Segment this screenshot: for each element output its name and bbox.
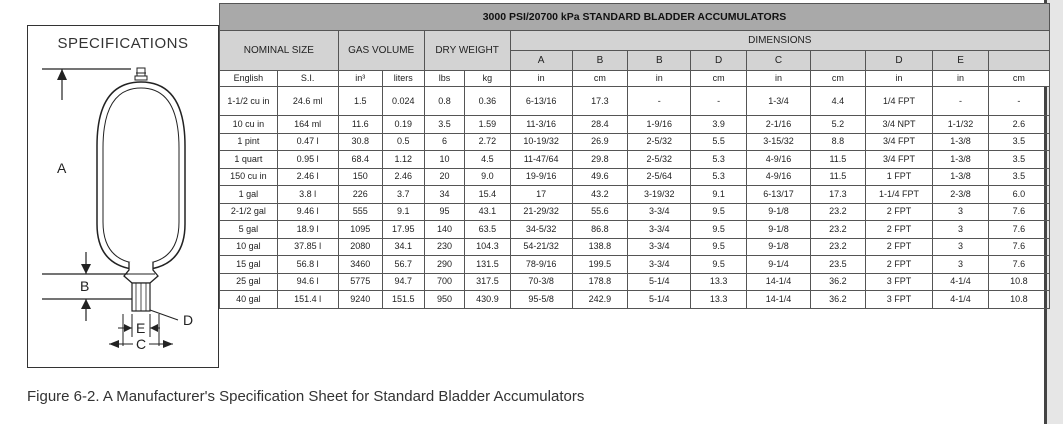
table-row [220, 238, 1050, 256]
table-row [220, 151, 1050, 169]
unit-label: in [510, 71, 572, 87]
table-cell: 230 [424, 238, 465, 256]
table-cell: 34.1 [382, 238, 424, 256]
table-cell: 78-9/16 [510, 256, 572, 274]
table-cell: 178.8 [572, 273, 627, 291]
table-cell: 5.5 [691, 133, 746, 151]
table-cell: 1-1/2 cu in [220, 87, 278, 116]
table-cell: 2080 [338, 238, 382, 256]
table-cell: 1-3/4 [746, 87, 810, 116]
table-cell: 4-1/4 [933, 273, 988, 291]
table-cell: 3.8 l [277, 186, 338, 204]
table-cell: 34-5/32 [510, 221, 572, 239]
table-cell: 14-1/4 [746, 291, 810, 309]
table-cell: 290 [424, 256, 465, 274]
table-cell: 226 [338, 186, 382, 204]
table-cell: 9-1/8 [746, 221, 810, 239]
table-cell: - [691, 87, 746, 116]
table-cell: 2 FPT [865, 221, 933, 239]
table-cell: 10 cu in [220, 116, 278, 134]
table-cell: 23.2 [811, 221, 865, 239]
table-cell: 63.5 [465, 221, 510, 239]
header-nominal-size: NOMINAL SIZE [220, 31, 339, 71]
table-cell: 18.9 l [277, 221, 338, 239]
unit-label: cm [691, 71, 746, 87]
table-cell: - [628, 87, 691, 116]
table-cell: 36.2 [811, 273, 865, 291]
dim-letter: D [691, 51, 746, 71]
table-cell: 5-1/4 [628, 273, 691, 291]
dim-letter: D [865, 51, 933, 71]
table-cell: 3-3/4 [628, 238, 691, 256]
table-cell: 10-19/32 [510, 133, 572, 151]
unit-label: in³ [338, 71, 382, 87]
table-cell: 430.9 [465, 291, 510, 309]
table-cell: 4.4 [811, 87, 865, 116]
dim-letter: C [746, 51, 810, 71]
dim-letter: B [628, 51, 691, 71]
table-cell: 2-3/8 [933, 186, 988, 204]
table-cell: 1.59 [465, 116, 510, 134]
table-cell: 151.4 l [277, 291, 338, 309]
table-cell: 1.5 [338, 87, 382, 116]
table-cell: 5.3 [691, 151, 746, 169]
table-cell: 68.4 [338, 151, 382, 169]
table-cell: 21-29/32 [510, 203, 572, 221]
table-cell: 0.5 [382, 133, 424, 151]
table-cell: 49.6 [572, 168, 627, 186]
unit-label: English [220, 71, 278, 87]
table-cell: 11.5 [811, 168, 865, 186]
table-cell: 3460 [338, 256, 382, 274]
table-cell: 2.46 l [277, 168, 338, 186]
table-cell: 1/4 FPT [865, 87, 933, 116]
table-cell: 2-5/64 [628, 168, 691, 186]
table-cell: 5 gal [220, 221, 278, 239]
dim-letter: A [510, 51, 572, 71]
table-cell: 86.8 [572, 221, 627, 239]
table-cell: 26.9 [572, 133, 627, 151]
unit-label: cm [988, 71, 1049, 87]
dim-letter: E [933, 51, 988, 71]
table-cell: 9.5 [691, 256, 746, 274]
table-cell: 3/4 FPT [865, 151, 933, 169]
table-cell: 0.024 [382, 87, 424, 116]
table-cell: 17.3 [811, 186, 865, 204]
table-cell: 150 cu in [220, 168, 278, 186]
table-cell: 1095 [338, 221, 382, 239]
table-cell: 7.6 [988, 221, 1049, 239]
dim-letter: B [572, 51, 627, 71]
label-e: E [136, 320, 146, 336]
table-cell: 17.95 [382, 221, 424, 239]
table-cell: 10.8 [988, 273, 1049, 291]
table-cell: - [933, 87, 988, 116]
table-cell: 3 [933, 256, 988, 274]
table-cell: 6-13/16 [510, 87, 572, 116]
table-cell: 7.6 [988, 256, 1049, 274]
table-cell: 2-1/16 [746, 116, 810, 134]
table-cell: 242.9 [572, 291, 627, 309]
accumulator-spec-table [219, 3, 1050, 309]
table-cell: 7.6 [988, 203, 1049, 221]
label-b: B [80, 278, 90, 294]
table-cell: 317.5 [465, 273, 510, 291]
table-cell: 1-9/16 [628, 116, 691, 134]
table-cell: 3.5 [424, 116, 465, 134]
accumulator-diagram [28, 26, 220, 369]
dim-letter [988, 51, 1049, 71]
table-cell: 23.2 [811, 238, 865, 256]
table-cell: 19-9/16 [510, 168, 572, 186]
table-cell: 1-1/32 [933, 116, 988, 134]
table-cell: 8.8 [811, 133, 865, 151]
table-cell: 2 FPT [865, 203, 933, 221]
table-cell: 15.4 [465, 186, 510, 204]
table-cell: 2-5/32 [628, 151, 691, 169]
table-cell: 3.9 [691, 116, 746, 134]
table-cell: 2 FPT [865, 238, 933, 256]
table-cell: 43.2 [572, 186, 627, 204]
table-cell: 37.85 l [277, 238, 338, 256]
table-cell: 11.6 [338, 116, 382, 134]
unit-label: in [865, 71, 933, 87]
table-cell: 43.1 [465, 203, 510, 221]
table-cell: 700 [424, 273, 465, 291]
table-cell: 1-3/8 [933, 168, 988, 186]
table-cell: 3 [933, 238, 988, 256]
table-cell: 2.46 [382, 168, 424, 186]
table-cell: 25 gal [220, 273, 278, 291]
table-cell: 164 ml [277, 116, 338, 134]
table-cell: 56.8 l [277, 256, 338, 274]
table-cell: 3.7 [382, 186, 424, 204]
table-cell: 2.72 [465, 133, 510, 151]
table-cell: 11-3/16 [510, 116, 572, 134]
table-row [220, 273, 1050, 291]
table-cell: 15 gal [220, 256, 278, 274]
table-cell: 0.19 [382, 116, 424, 134]
table-row [220, 186, 1050, 204]
table-row [220, 87, 1050, 116]
table-cell: 2 FPT [865, 256, 933, 274]
table-cell: 36.2 [811, 291, 865, 309]
table-cell: 95-5/8 [510, 291, 572, 309]
unit-label: S.I. [277, 71, 338, 87]
table-cell: 9.5 [691, 203, 746, 221]
table-cell: 151.5 [382, 291, 424, 309]
table-cell: 0.95 l [277, 151, 338, 169]
table-cell: 11-47/64 [510, 151, 572, 169]
table-cell: 9.5 [691, 221, 746, 239]
header-gas-volume: GAS VOLUME [338, 31, 424, 71]
table-cell: 30.8 [338, 133, 382, 151]
table-cell: 13.3 [691, 291, 746, 309]
table-row [220, 221, 1050, 239]
table-cell: 10.8 [988, 291, 1049, 309]
table-cell: 5.3 [691, 168, 746, 186]
table-cell: 7.6 [988, 238, 1049, 256]
table-cell: 1-1/4 FPT [865, 186, 933, 204]
table-cell: 1 gal [220, 186, 278, 204]
table-row [220, 203, 1050, 221]
table-cell: 0.8 [424, 87, 465, 116]
table-title: 3000 PSI/20700 kPa STANDARD BLADDER ACCUMULATORS [220, 4, 1050, 31]
table-row [220, 133, 1050, 151]
table-cell: 2-5/32 [628, 133, 691, 151]
table-cell: 3-19/32 [628, 186, 691, 204]
table-cell: 11.5 [811, 151, 865, 169]
unit-row [220, 71, 1050, 87]
table-cell: 9-1/8 [746, 238, 810, 256]
table-cell: 3-3/4 [628, 221, 691, 239]
unit-label: cm [572, 71, 627, 87]
table-cell: 4-1/4 [933, 291, 988, 309]
table-cell: 56.7 [382, 256, 424, 274]
table-cell: 4.5 [465, 151, 510, 169]
table-cell: 9-1/4 [746, 256, 810, 274]
table-cell: 14-1/4 [746, 273, 810, 291]
table-body [220, 87, 1050, 309]
table-cell: 3-3/4 [628, 203, 691, 221]
table-cell: 28.4 [572, 116, 627, 134]
table-cell: 10 [424, 151, 465, 169]
table-cell: 2-1/2 gal [220, 203, 278, 221]
table-cell: 1-3/8 [933, 133, 988, 151]
table-cell: 1 pint [220, 133, 278, 151]
label-c: C [136, 336, 147, 352]
table-cell: 3 FPT [865, 291, 933, 309]
figure-caption: Figure 6-2. A Manufacturer's Specification Sheet for Standard Bladder Accumulators [27, 388, 585, 405]
table-cell: 4-9/16 [746, 168, 810, 186]
table-cell: 1.12 [382, 151, 424, 169]
table-cell: 23.5 [811, 256, 865, 274]
table-cell: 131.5 [465, 256, 510, 274]
unit-label: liters [382, 71, 424, 87]
table-cell: 3 [933, 221, 988, 239]
table-cell: 0.47 l [277, 133, 338, 151]
table-cell: 9.1 [691, 186, 746, 204]
table-cell: 9240 [338, 291, 382, 309]
table-cell: 24.6 ml [277, 87, 338, 116]
table-cell: 5775 [338, 273, 382, 291]
table-cell: 6-13/17 [746, 186, 810, 204]
table-cell: 150 [338, 168, 382, 186]
table-cell: 70-3/8 [510, 273, 572, 291]
specifications-title: SPECIFICATIONS [57, 35, 189, 52]
table-cell: 94.7 [382, 273, 424, 291]
unit-label: in [746, 71, 810, 87]
table-cell: 199.5 [572, 256, 627, 274]
table-cell: 1 FPT [865, 168, 933, 186]
table-cell: 3.5 [988, 151, 1049, 169]
table-cell: 9.0 [465, 168, 510, 186]
header-dimensions: DIMENSIONS [510, 31, 1049, 51]
table-cell: 3-3/4 [628, 256, 691, 274]
table-cell: - [988, 87, 1049, 116]
table-cell: 29.8 [572, 151, 627, 169]
unit-label: in [933, 71, 988, 87]
table-cell: 40 gal [220, 291, 278, 309]
table-cell: 6.0 [988, 186, 1049, 204]
label-a: A [57, 160, 67, 176]
table-cell: 6 [424, 133, 465, 151]
table-cell: 13.3 [691, 273, 746, 291]
table-cell: 5.2 [811, 116, 865, 134]
table-row [220, 116, 1050, 134]
table-row [220, 256, 1050, 274]
table-cell: 10 gal [220, 238, 278, 256]
table-cell: 3/4 NPT [865, 116, 933, 134]
table-cell: 104.3 [465, 238, 510, 256]
table-cell: 3.5 [988, 133, 1049, 151]
table-row [220, 291, 1050, 309]
table-row [220, 168, 1050, 186]
table-cell: 4-9/16 [746, 151, 810, 169]
table-cell: 3 [933, 203, 988, 221]
table-cell: 17.3 [572, 87, 627, 116]
unit-label: lbs [424, 71, 465, 87]
table-cell: 950 [424, 291, 465, 309]
table-cell: 9.1 [382, 203, 424, 221]
header-dry-weight: DRY WEIGHT [424, 31, 510, 71]
label-d: D [183, 312, 194, 328]
table-cell: 17 [510, 186, 572, 204]
unit-label: cm [811, 71, 865, 87]
table-cell: 9.46 l [277, 203, 338, 221]
table-cell: 23.2 [811, 203, 865, 221]
table-cell: 3/4 FPT [865, 133, 933, 151]
specifications-panel [27, 25, 219, 368]
table-cell: 55.6 [572, 203, 627, 221]
table-cell: 34 [424, 186, 465, 204]
table-cell: 94.6 l [277, 273, 338, 291]
table-cell: 1-3/8 [933, 151, 988, 169]
table-cell: 138.8 [572, 238, 627, 256]
table-cell: 555 [338, 203, 382, 221]
table-cell: 9.5 [691, 238, 746, 256]
dim-letter [811, 51, 865, 71]
table-cell: 20 [424, 168, 465, 186]
table-cell: 54-21/32 [510, 238, 572, 256]
unit-label: kg [465, 71, 510, 87]
table-cell: 3.5 [988, 168, 1049, 186]
table-cell: 0.36 [465, 87, 510, 116]
table-cell: 140 [424, 221, 465, 239]
table-cell: 9-1/8 [746, 203, 810, 221]
table-cell: 1 quart [220, 151, 278, 169]
table-cell: 3-15/32 [746, 133, 810, 151]
table-cell: 3 FPT [865, 273, 933, 291]
table-cell: 5-1/4 [628, 291, 691, 309]
unit-label: in [628, 71, 691, 87]
table-cell: 95 [424, 203, 465, 221]
table-cell: 2.6 [988, 116, 1049, 134]
